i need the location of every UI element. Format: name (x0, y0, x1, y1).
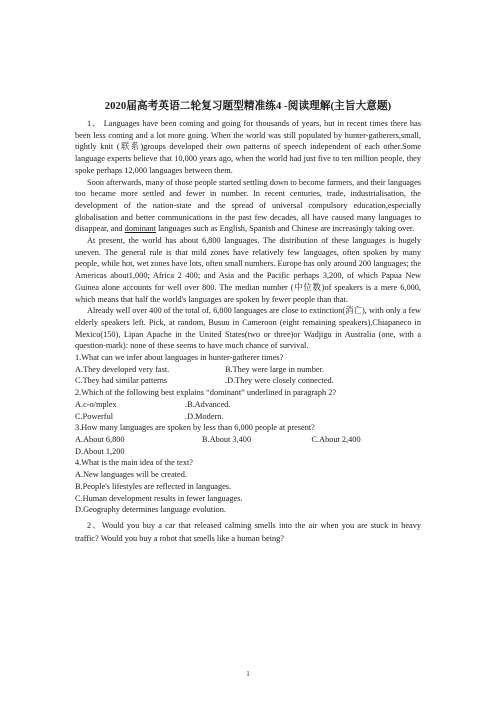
option-d: D.About 1,200 (75, 446, 125, 456)
option-d: D.Geography determines language evolution. (75, 505, 226, 515)
option-c: C.They had similar patterns (75, 376, 168, 386)
question-stem: 3.How many languages are spoken by less than 6,000 people at present? (75, 423, 315, 433)
page-number: 1 (246, 670, 250, 678)
passage1-paragraph-3: At present, the world has about 6,800 languages. The distribution of these languages is hugely uneven. The general rule is that mild zones have relatively few languages, often spoken by many people, while hot, wet zones have lots, often small numbers. Europe has only around 200 languages; the Americas about1,000; Africa 2 400; and Asia and the Pacific perhaps 3,200, of which Papua New Guinea alone accounts for well over 800. The median number (中位数)of speakers is a mere 6,000, which means that half the world's languages are spoken by fewer people than that. (75, 236, 421, 304)
option-row (75, 399, 421, 411)
option-row (75, 434, 421, 446)
option-b: B.About 3,400 (202, 434, 252, 444)
passage1-paragraph-1: 1、 Languages have been coming and going for thousands of years, but in recent times there has been less coming and a lot more going. When the world was still populated by hunter-gatherers,small, tightly knit (联系)groups developed their own patterns of speech independent of each other.Some language experts believe that 10,000 years ago, when the world had just five to ten million people, they spoke perhaps 12,000 languages between them. (75, 119, 421, 175)
question-stem: 4.What is the main idea of the text? (75, 458, 193, 468)
option-row (75, 411, 421, 423)
option-c: C.About 2,400 (311, 434, 361, 444)
option-a: A.c-o/mplex (75, 399, 117, 409)
option-c: C.Powerful (75, 411, 114, 421)
option-a: A.New languages will be created. (75, 470, 187, 480)
option-row (75, 375, 421, 387)
option-b: B.People's lifestyles are reflected in languages. (75, 481, 232, 491)
option-b: .B.Advanced. (185, 399, 231, 409)
passage1-paragraph-2 (75, 177, 421, 236)
page-title: 2020届高考英语二轮复习题型精准练4 -阅读理解(主旨大意题) (104, 101, 392, 112)
option-b: B.They were large in number. (225, 364, 324, 374)
option-c: C.Human development results in fewer languages. (75, 493, 243, 503)
paragraph-text: languages such as English, Spanish and Chinese are increasingly taking over. (156, 224, 415, 234)
option-a: A.They developed very fast. (75, 364, 170, 374)
option-d: .D.Modern. (185, 411, 224, 421)
option-row (75, 364, 421, 376)
question-stem: 1.What can we infer about languages in hunter-gatherer times? (75, 353, 284, 363)
underlined-word: dominant (124, 224, 157, 234)
paragraph-text: Soon afterwards, many of those people started settling down to become farmers, and their languages too became more settled and fewer in number. In recent centuries, trade, industrialisation, the development of the nation-state and the spread of universal compulsory education,especially globalisation and better communications in the past few decades, all have caused many languages to disappear, and (75, 177, 421, 234)
option-a: A.About 6,800 (75, 434, 125, 444)
question-stem: 2.Which of the following best explains “dominant” underlined in paragraph 2? (75, 388, 337, 398)
passage2-paragraph-1: 2、Would you buy a car that released calming smells into the air when you are stuck in heavy traffic? Would you buy a robot that smells like a human being? (75, 520, 421, 544)
option-row (75, 446, 421, 458)
passage1-paragraph-4: Already well over 400 of the total of, 6,800 languages are close to extinction(消亡), with only a few elderly speakers left. Pick, at random, Busuu in Cameroon (eight remaining speakers),Chiapaneco in Mexico(150), Lipan Apache in the United States(two or three)or Wadjigu in Australia (one, with a question-mark): none of these seems to have much chance of survival. (75, 306, 421, 351)
option-d: .D.They were closely connected. (225, 376, 334, 386)
document-content (75, 100, 421, 546)
